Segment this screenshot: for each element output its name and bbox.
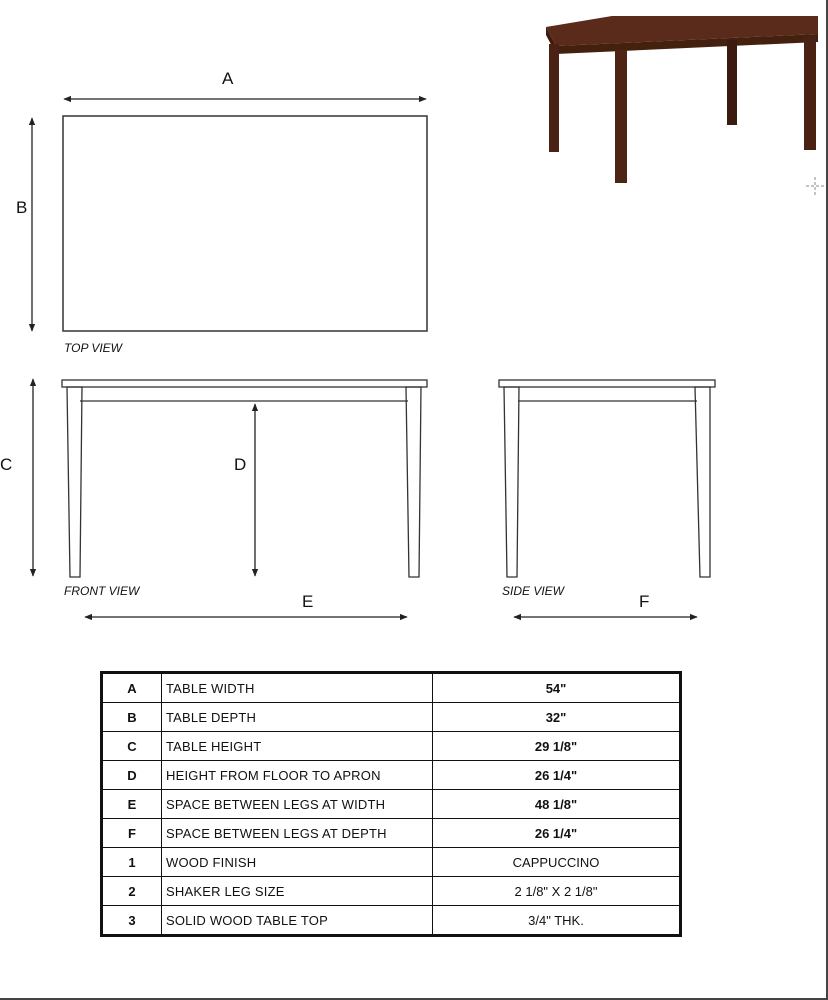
spec-value-cell: 3/4" THK.: [433, 906, 681, 936]
dimension-e-label: E: [302, 592, 314, 611]
front-left-leg: [67, 387, 82, 577]
top-view-label: TOP VIEW: [64, 341, 123, 355]
table-row: [102, 848, 681, 877]
side-left-leg: [504, 387, 519, 577]
spec-key-cell: F: [102, 819, 162, 848]
spec-key-cell: 2: [102, 877, 162, 906]
photo-leg-front-left: [549, 44, 559, 152]
spec-value-cell: CAPPUCCINO: [433, 848, 681, 877]
table-row: [102, 790, 681, 819]
spec-description-cell: HEIGHT FROM FLOOR TO APRON: [162, 761, 433, 790]
spec-value-cell: 54": [433, 673, 681, 703]
front-view: [0, 379, 427, 617]
side-table-top: [499, 380, 715, 387]
side-view: [499, 380, 715, 617]
table-row: [102, 877, 681, 906]
dimension-d-label: D: [234, 455, 247, 474]
spec-description-cell: SPACE BETWEEN LEGS AT WIDTH: [162, 790, 433, 819]
front-table-top: [62, 380, 427, 387]
spec-description-cell: SPACE BETWEEN LEGS AT DEPTH: [162, 819, 433, 848]
spec-key-cell: B: [102, 703, 162, 732]
front-view-label: FRONT VIEW: [64, 584, 140, 598]
spec-description-cell: TABLE HEIGHT: [162, 732, 433, 761]
side-view-label: SIDE VIEW: [502, 584, 565, 598]
table-row: [102, 819, 681, 848]
dimension-b-label: B: [16, 198, 28, 217]
photo-leg-back: [727, 40, 737, 125]
top-view-outline: [63, 116, 427, 331]
spec-key-cell: 1: [102, 848, 162, 877]
photo-leg-front-right: [804, 36, 816, 150]
spec-value-cell: 32": [433, 703, 681, 732]
spec-key-cell: E: [102, 790, 162, 819]
spec-key-cell: D: [102, 761, 162, 790]
table-row: [102, 703, 681, 732]
top-view: [16, 69, 427, 355]
spec-key-cell: C: [102, 732, 162, 761]
dimension-c-label: C: [0, 455, 13, 474]
spec-description-cell: TABLE WIDTH: [162, 673, 433, 703]
table-row: [102, 732, 681, 761]
side-right-leg: [695, 387, 710, 577]
photo-leg-front-center: [615, 50, 627, 183]
table-row: [102, 906, 681, 936]
dimension-f-label: F: [639, 592, 650, 611]
crosshair-icon: [806, 177, 824, 195]
table-photo: [546, 16, 818, 183]
spec-value-cell: 26 1/4": [433, 761, 681, 790]
spec-description-cell: SHAKER LEG SIZE: [162, 877, 433, 906]
table-row: [102, 761, 681, 790]
spec-value-cell: 26 1/4": [433, 819, 681, 848]
spec-value-cell: 48 1/8": [433, 790, 681, 819]
spec-key-cell: 3: [102, 906, 162, 936]
table-row: [102, 673, 681, 703]
spec-description-cell: SOLID WOOD TABLE TOP: [162, 906, 433, 936]
spec-description-cell: WOOD FINISH: [162, 848, 433, 877]
spec-key-cell: A: [102, 673, 162, 703]
spec-value-cell: 29 1/8": [433, 732, 681, 761]
spec-value-cell: 2 1/8" X 2 1/8": [433, 877, 681, 906]
dimension-a-label: A: [222, 69, 234, 88]
front-right-leg: [406, 387, 421, 577]
specification-table: [100, 671, 682, 937]
spec-description-cell: TABLE DEPTH: [162, 703, 433, 732]
